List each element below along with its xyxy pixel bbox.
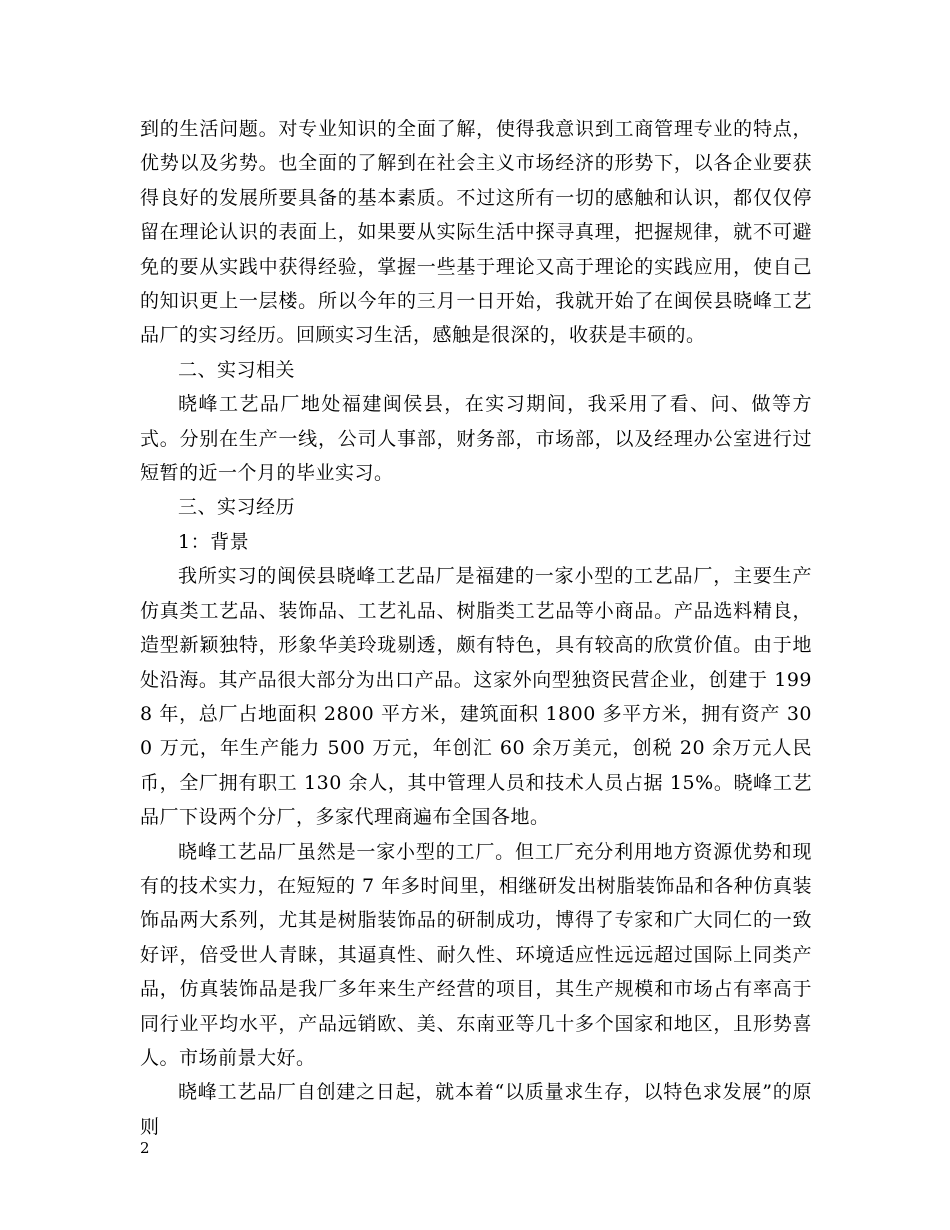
section-heading-internship-experience: 三、实习经历 xyxy=(178,496,296,519)
section-heading-internship-related: 二、实习相关 xyxy=(178,358,296,381)
document-body xyxy=(140,112,812,1144)
paragraph-background: 我所实习的闽侯县晓峰工艺品厂是福建的一家小型的工艺品厂，主要生产仿真类工艺品、装饰品、工艺礼品、树脂类工艺品等小商品。产品选料精良，造型新颖独特，形象华美玲珑剔透，颇有特色，具有较高的欣赏价值。由于地处沿海。其产品很大部分为出口产品。这家外向型独资民营企业，创建于 1998 年，总厂占地面积 2800 平方米，建筑面积 1800 多平方米，拥有资产 300 万元，年生产能力 500 万元，年创汇 60 余万美元，创税 20 余万元人民币，全厂拥有职工 130 余人，其中管理人员和技术人员占据 15%。晓峰工艺品厂下设两个分厂，多家代理商遍布全国各地。 xyxy=(140,565,812,829)
paragraph-intro-continued: 到的生活问题。对专业知识的全面了解，使得我意识到工商管理专业的特点，优势以及劣势。也全面的了解到在社会主义市场经济的形势下，以各企业要获得良好的发展所要具备的基本素质。不过这所有一切的感触和认识，都仅仅停留在理论认识的表面上，如果要从实际生活中探寻真理，把握规律，就不可避免的要从实践中获得经验，掌握一些基于理论又高于理论的实践应用，使自己的知识更上一层楼。所以今年的三月一日开始，我就开始了在闽侯县晓峰工艺品厂的实习经历。回顾实习生活，感触是很深的，收获是丰硕的。 xyxy=(140,118,812,347)
paragraph-internship-related: 晓峰工艺品厂地处福建闽侯县，在实习期间，我采用了看、问、做等方式。分别在生产一线，公司人事部，财务部，市场部，以及经理办公室进行过短暂的近一个月的毕业实习。 xyxy=(140,393,812,485)
subsection-heading-background: 1：背景 xyxy=(178,530,250,553)
page-number: 2 xyxy=(140,1139,150,1157)
paragraph-factory-development: 晓峰工艺品厂虽然是一家小型的工厂。但工厂充分利用地方资源优势和现有的技术实力，在短短的 7 年多时间里，相继研发出树脂装饰品和各种仿真装饰品两大系列，尤其是树脂装饰品的研制成功，博得了专家和广大同仁的一致好评，倍受世人青睐，其逼真性、耐久性、环境适应性远远超过国际上同类产品，仿真装饰品是我厂多年来生产经营的项目，其生产规模和市场占有率高于同行业平均水平，产品远销欧、美、东南亚等几十多个国家和地区，且形势喜人。市场前景大好。 xyxy=(140,840,812,1069)
paragraph-factory-principle: 晓峰工艺品厂自创建之日起，就本着“以质量求生存，以特色求发展”的原则 xyxy=(140,1081,812,1138)
